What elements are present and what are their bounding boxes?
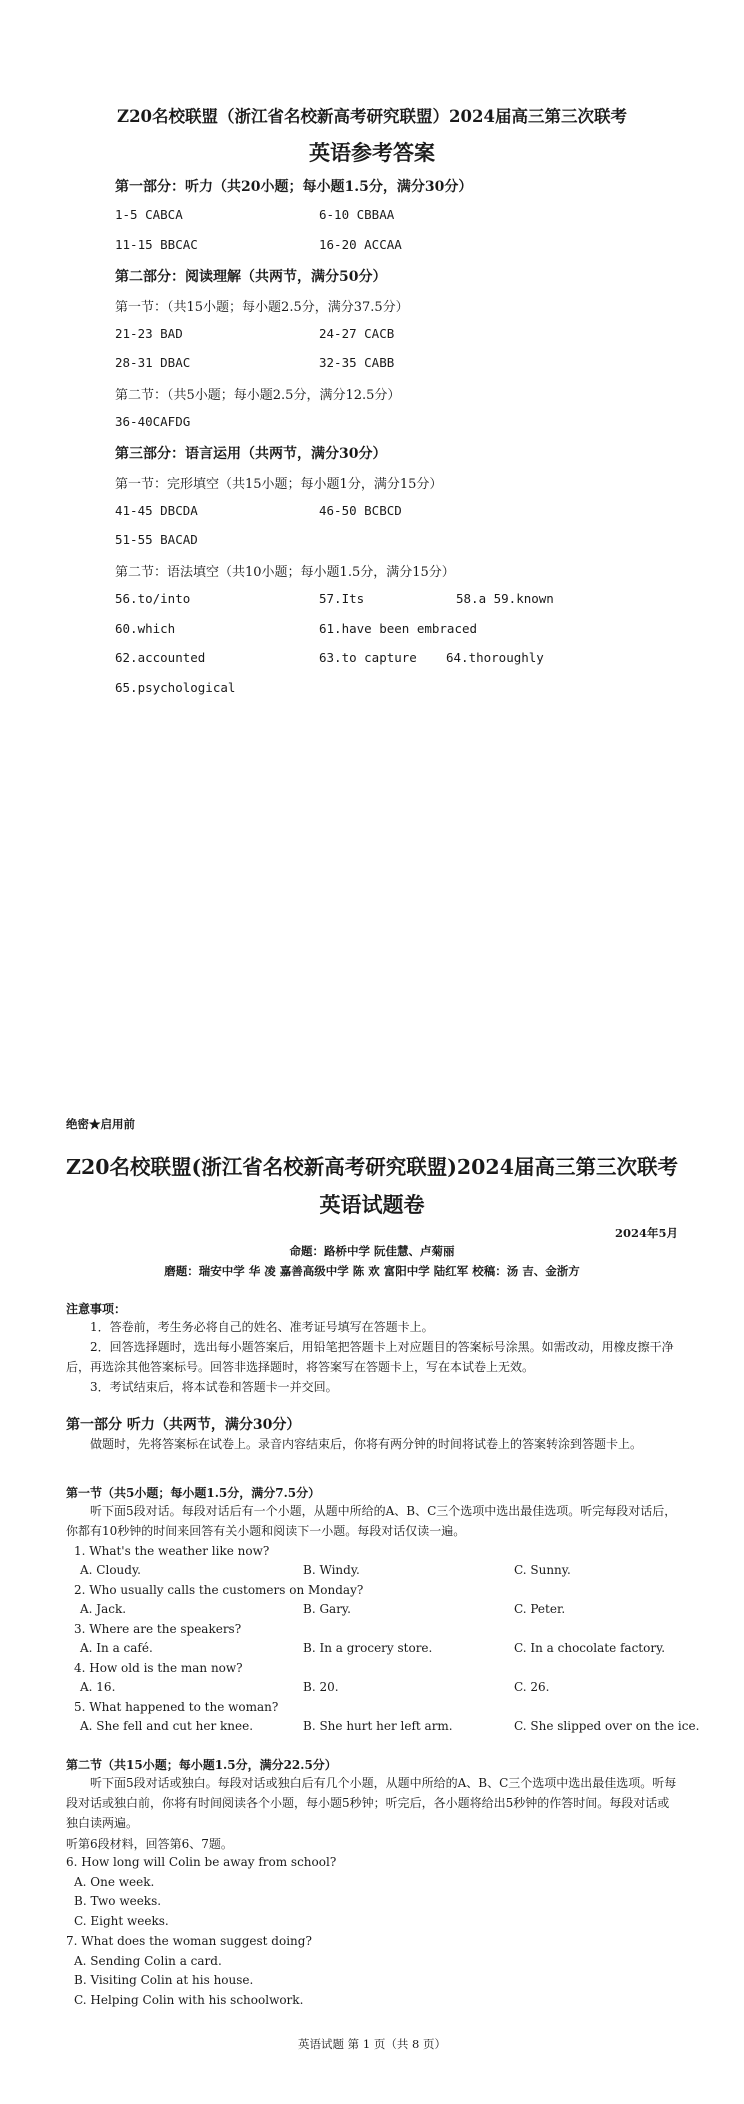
option-c: C. In a chocolate factory. [514,1641,666,1655]
part1-intro: 做题时，先将答案标在试卷上。录音内容结束后，你将有两分钟的时间将试卷上的答案转涂到答题卡上。 [90,1437,643,1451]
answer-cell: 21-23 BAD [115,326,183,341]
answer-cell: 64.thoroughly [446,650,544,665]
exam-date: 2024年5月 [614,1226,678,1240]
answer-cell: 36-40CAFDG [115,414,191,429]
exam-page [0,1100,744,2104]
question-stem: 5. What happened to the woman? [74,1700,279,1714]
option-b: B. Visiting Colin at his house. [74,1973,254,1987]
page-footer: 英语试题 第 1 页（共 8 页） [298,2037,446,2051]
part3-section1: 第一节：完形填空（共15小题；每小题1分，满分15分） [115,477,443,492]
option-b: B. She hurt her left arm. [303,1719,453,1733]
answer-cell: 65.psychological [115,680,236,695]
answer-cell: 51-55 BACAD [115,532,198,547]
answer-cell: 61.have been embraced [319,621,478,636]
option-a: A. Jack. [80,1602,127,1616]
part1-heading: 第一部分：听力（共20小题；每小题1.5分，满分30分） [115,179,473,195]
answer-cell: 56.to/into [115,591,191,606]
section1-heading: 第一节（共5小题；每小题1.5分，满分7.5分） [66,1486,321,1500]
part2-section2: 第二节：（共5小题；每小题2.5分，满分12.5分） [115,388,401,403]
answer-cell: 11-15 BBCAC [115,237,198,252]
question-stem: 3. Where are the speakers? [74,1622,242,1636]
part2-heading: 第二部分：阅读理解（共两节，满分50分） [115,269,387,285]
answer-key-title: Z20名校联盟（浙江省名校新高考研究联盟）2024届高三第三次联考 [117,107,627,126]
option-a: A. One week. [74,1875,155,1889]
option-c: C. She slipped over on the ice. [514,1719,700,1733]
answer-cell: 62.accounted [115,650,206,665]
answer-cell: 57.Its [319,591,365,606]
answer-cell: 41-45 DBCDA [115,503,198,518]
option-a: A. Sending Colin a card. [74,1954,222,1968]
answer-cell: 60.which [115,621,176,636]
option-a: A. In a café. [80,1641,153,1655]
option-c: C. Eight weeks. [74,1914,169,1928]
answer-cell: 46-50 BCBCD [319,503,402,518]
answer-cell: 16-20 ACCAA [319,237,402,252]
section1-intro: 听下面5段对话。每段对话后有一个小题，从题中所给的A、B、C三个选项中选出最佳选项。听完每段对话后，你都有10秒钟的时间来回答有关小题和阅读下一小题。每段对话仅读一遍。 [66,1504,677,1538]
option-b: B. Windy. [303,1563,360,1577]
question-stem: 4. How old is the man now? [74,1661,243,1675]
option-c: C. Sunny. [514,1563,571,1577]
answer-key-subtitle: 英语参考答案 [309,140,435,165]
notice-item: 1．答卷前，考生务必将自己的姓名、准考证号填写在答题卡上。 [90,1320,434,1334]
option-b: B. Two weeks. [74,1894,162,1908]
exam-reviewers: 磨题：瑞安中学 华 凌 嘉善高级中学 陈 欢 富阳中学 陆红军 校稿：汤 吉、金浙方 [164,1264,580,1278]
option-a: A. She fell and cut her knee. [80,1719,254,1733]
answer-cell: 28-31 DBAC [115,355,191,370]
answer-cell: 1-5 CABCA [115,207,183,222]
option-c: C. Peter. [514,1602,566,1616]
part1-heading: 第一部分 听力（共两节，满分30分） [66,1417,301,1433]
secret-label: 绝密★启用前 [66,1117,135,1131]
notice-item: 3．考试结束后，将本试卷和答题卡一并交回。 [90,1380,338,1394]
option-b: B. In a grocery store. [303,1641,433,1655]
question-stem: 6. How long will Colin be away from school? [66,1855,337,1869]
answer-cell: 24-27 CACB [319,326,395,341]
material-note: 听第6段材料，回答第6、7题。 [66,1837,233,1851]
notice-heading: 注意事项： [66,1302,127,1316]
option-b: B. Gary. [303,1602,351,1616]
part2-section1: 第一节：（共15小题；每小题2.5分，满分37.5分） [115,300,409,315]
section2-intro: 听下面5段对话或独白。每段对话或独白后有几个小题，从题中所给的A、B、C三个选项中选出最佳选项。听每段对话或独白前，你将有时间阅读各个小题，每小题5秒钟；听完后，各小题将给出5秒钟的作答时间。每段对话或独白读两遍。 [66,1776,677,1830]
option-c: C. 26. [514,1680,550,1694]
notice-item: 2．回答选择题时，选出每小题答案后，用铅笔把答题卡上对应题目的答案标号涂黑。如需改动，用橡皮擦干净后，再选涂其他答案标号。回答非选择题时，将答案写在答题卡上，写在本试卷上无效。 [66,1340,674,1374]
exam-subtitle: 英语试题卷 [319,1192,425,1217]
section2-heading: 第二节（共15小题；每小题1.5分，满分22.5分） [66,1758,337,1772]
question-stem: 2. Who usually calls the customers on Monday? [74,1583,364,1597]
question-stem: 1. What's the weather like now? [74,1544,270,1558]
option-c: C. Helping Colin with his schoolwork. [74,1993,304,2007]
exam-title: Z20名校联盟(浙江省名校新高考研究联盟)2024届高三第三次联考 [66,1155,678,1179]
answer-cell: 58.a 59.known [456,591,554,606]
answer-cell: 6-10 CBBAA [319,207,395,222]
question-stem: 7. What does the woman suggest doing? [66,1934,312,1948]
part3-section2: 第二节：语法填空（共10小题；每小题1.5分，满分15分） [115,565,455,580]
exam-authors: 命题：路桥中学 阮佳慧、卢菊丽 [289,1244,455,1258]
option-a: A. 16. [80,1680,116,1694]
answer-cell: 32-35 CABB [319,355,395,370]
option-b: B. 20. [303,1680,339,1694]
option-a: A. Cloudy. [80,1563,141,1577]
answer-cell: 63.to capture [319,650,417,665]
part3-heading: 第三部分：语言运用（共两节，满分30分） [115,446,387,462]
